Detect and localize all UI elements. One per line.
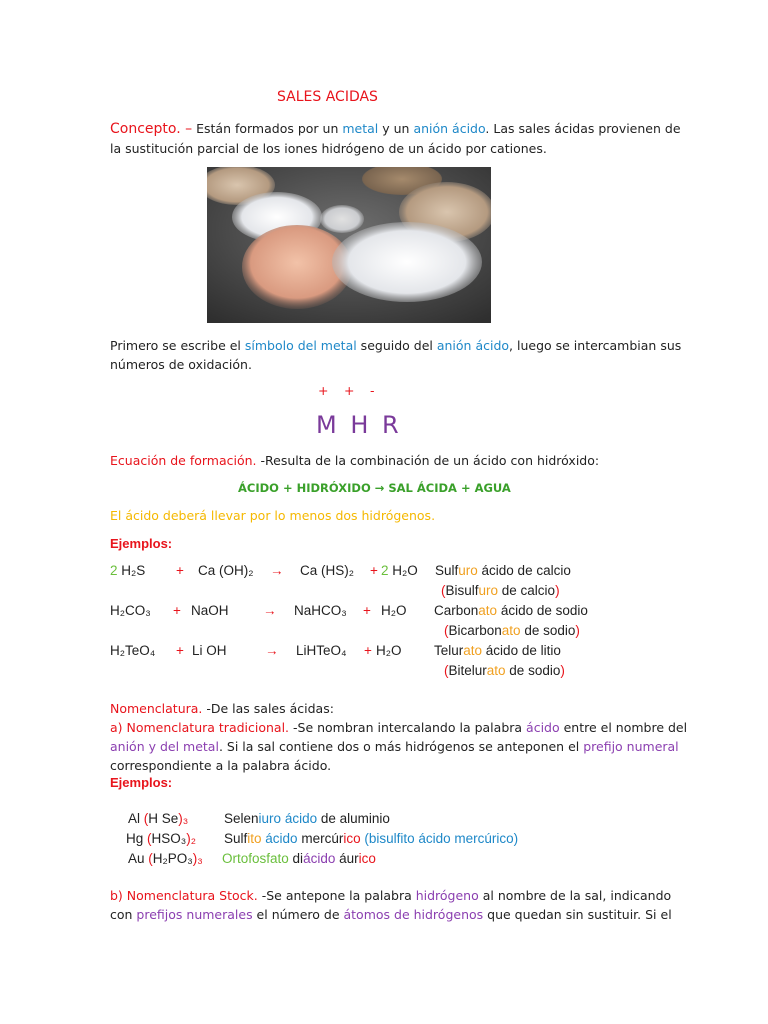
text: . Las sales ácidas provienen de xyxy=(485,121,681,136)
name-highlight: ácido xyxy=(303,851,336,866)
subscript: ₃ xyxy=(197,851,203,866)
example-row xyxy=(0,811,768,831)
primero-paragraph xyxy=(110,336,681,355)
nomenclatura-label: Nomenclatura. xyxy=(110,701,203,716)
anion: H₂PO₃ xyxy=(152,851,193,866)
text: entre el nombre del xyxy=(559,720,688,735)
coefficient: 2 xyxy=(381,563,389,578)
paren: ( xyxy=(441,583,446,598)
example-row xyxy=(0,851,768,871)
example-formula xyxy=(128,851,203,866)
text: seguido del xyxy=(356,338,437,353)
product-d: H₂O xyxy=(381,603,407,618)
text: el número de xyxy=(252,907,344,922)
text: Primero se escribe el xyxy=(110,338,245,353)
name-highlight: iuro xyxy=(258,811,282,826)
text: Bisulf xyxy=(445,583,479,598)
salts-image xyxy=(207,167,491,323)
metal: Al xyxy=(128,811,144,826)
prefijo-term: prefijo numeral xyxy=(583,739,679,754)
paren: ) xyxy=(575,623,580,638)
name-text: Sulf xyxy=(224,831,248,846)
text: Están formados por un xyxy=(192,121,343,136)
plus-sign: + xyxy=(176,643,184,658)
reaction-alt-row xyxy=(0,583,768,603)
product-d: H₂O xyxy=(376,643,402,658)
reaction-row xyxy=(0,643,768,663)
salt-alt-name xyxy=(441,583,560,598)
reactant-b: Ca (OH)₂ xyxy=(198,563,254,578)
page-title: SALES ACIDAS xyxy=(277,89,378,105)
paren: ( xyxy=(444,663,449,678)
salt-name xyxy=(434,643,561,658)
metal-term: metal xyxy=(342,121,379,136)
reactant-b: Li OH xyxy=(192,643,227,658)
text: ácido de litio xyxy=(482,643,561,658)
reactant-a: H₂CO₃ xyxy=(110,603,151,618)
name-highlight: (bisulfito ácido mercúrico) xyxy=(364,831,519,846)
metal: Hg xyxy=(126,831,148,846)
text: con xyxy=(110,907,137,922)
anion-term: anión ácido xyxy=(436,338,510,353)
atomos-term: átomos de hidrógenos xyxy=(343,907,484,922)
concepto-line2: la sustitución parcial de los iones hidrógeno de un ácido por cationes. xyxy=(110,141,547,156)
name-highlight: ico xyxy=(358,851,376,866)
tradicional-line1 xyxy=(110,718,687,737)
name-text: de aluminio xyxy=(317,811,390,826)
hidrogeno-term: hidrógeno xyxy=(415,888,479,903)
text: que quedan sin sustituir. Si el xyxy=(483,907,672,922)
text: Carbon xyxy=(434,603,479,618)
coefficient: 2 xyxy=(110,563,118,578)
acid-note: El ácido deberá llevar por lo menos dos hidrógenos. xyxy=(110,508,436,523)
text: ácido de calcio xyxy=(477,563,571,578)
text: Sulf xyxy=(435,563,459,578)
reactant-a xyxy=(110,563,145,578)
example-name xyxy=(222,851,376,866)
paren: ) xyxy=(186,831,191,846)
text: -Se antepone la palabra xyxy=(257,888,416,903)
product-c: LiHTeO₄ xyxy=(296,643,347,658)
plus-sign: + xyxy=(173,603,181,618)
salts-photo xyxy=(207,167,491,323)
arrow: → xyxy=(265,643,279,658)
metal: Au xyxy=(128,851,149,866)
name-highlight: ico xyxy=(343,831,361,846)
ecuacion-paragraph xyxy=(110,451,599,470)
text: Bitelur xyxy=(448,663,487,678)
name-text: mercúr xyxy=(297,831,344,846)
reactant-a: H₂TeO₄ xyxy=(110,643,156,658)
ejemplos-heading: Ejemplos: xyxy=(110,536,173,551)
paren: ) xyxy=(178,811,183,826)
stock-line1 xyxy=(110,886,671,905)
text: Telur xyxy=(434,643,464,658)
suffix: uro xyxy=(478,583,499,598)
primero-line2: números de oxidación. xyxy=(110,357,252,372)
example-formula xyxy=(128,811,188,826)
suffix: ato xyxy=(486,663,506,678)
anion-term: anión ácido xyxy=(413,121,486,136)
concepto-label: Concepto. – xyxy=(110,121,193,137)
text: -Se nombran intercalando la palabra xyxy=(289,720,527,735)
simbolo-term: símbolo del metal xyxy=(244,338,357,353)
example-row xyxy=(0,831,768,851)
formula: H₂O xyxy=(388,563,418,578)
plus-sign: + xyxy=(363,603,371,618)
sign-plus-1: + xyxy=(318,383,329,398)
reaction-row xyxy=(0,563,768,583)
salt-name xyxy=(435,563,571,578)
text: , luego se intercambian sus xyxy=(509,338,682,353)
tradicional-line3: correspondiente a la palabra ácido. xyxy=(110,758,332,773)
example-formula xyxy=(126,831,196,846)
sign-minus: - xyxy=(370,383,375,398)
paren: ( xyxy=(143,811,149,826)
nomenclatura-paragraph xyxy=(110,699,334,718)
salt-alt-name xyxy=(444,623,580,638)
product-c: Ca (HS)₂ xyxy=(300,563,354,578)
example-name xyxy=(224,811,390,826)
product-d xyxy=(381,563,418,578)
plus-sign: + xyxy=(176,563,184,578)
mhr-label: M H R xyxy=(316,411,402,439)
reaction-alt-row xyxy=(0,663,768,683)
suffix: ato xyxy=(463,643,483,658)
name-highlight: ácido xyxy=(284,811,318,826)
text: de calcio xyxy=(498,583,556,598)
stock-label: b) Nomenclatura Stock. xyxy=(110,888,258,903)
name-highlight: Ortofosfato xyxy=(222,851,289,866)
formation-formula: ÁCIDO + HIDRÓXIDO → SAL ÁCIDA + AGUA xyxy=(238,481,511,495)
arrow: → xyxy=(270,563,284,578)
reaction-row xyxy=(0,603,768,623)
text: -De las sales ácidas: xyxy=(202,701,334,716)
suffix: ato xyxy=(478,603,498,618)
subscript: ₂ xyxy=(190,831,197,846)
ejemplos-heading-2: Ejemplos: xyxy=(110,775,173,790)
anion-metal-term: anión y del metal xyxy=(110,739,219,754)
ecuacion-label: Ecuación de formación. xyxy=(110,453,257,468)
example-name xyxy=(224,831,518,846)
anion: HSO₃ xyxy=(151,831,187,846)
text: Bicarbon xyxy=(448,623,502,638)
plus-sign: + xyxy=(364,643,372,658)
concepto-paragraph xyxy=(110,119,681,139)
paren: ) xyxy=(555,583,560,598)
sign-plus-2: + xyxy=(344,383,355,398)
text: al nombre de la sal, indicando xyxy=(478,888,672,903)
text: de sodio xyxy=(520,623,576,638)
text: de sodio xyxy=(505,663,561,678)
reaction-alt-row xyxy=(0,623,768,643)
salt-name xyxy=(434,603,588,618)
subscript: ₃ xyxy=(182,811,189,826)
anion: H Se xyxy=(148,811,179,826)
product-c: NaHCO₃ xyxy=(294,603,347,618)
arrow: → xyxy=(263,603,277,618)
paren: ( xyxy=(147,831,152,846)
text: -Resulta de la combinación de un ácido con hidróxido: xyxy=(256,453,600,468)
acido-term: ácido xyxy=(526,720,560,735)
text: . Si la sal contiene dos o más hidrógenos se anteponen el xyxy=(218,739,584,754)
name-text: áur xyxy=(335,851,359,866)
paren: ) xyxy=(192,851,198,866)
text: ácido de sodio xyxy=(497,603,588,618)
suffix: ato xyxy=(501,623,521,638)
paren: ( xyxy=(444,623,449,638)
name-text: Selen xyxy=(224,811,259,826)
salt-alt-name xyxy=(444,663,565,678)
reactant-b: NaOH xyxy=(191,603,229,618)
name-highlight: ito xyxy=(247,831,262,846)
suffix: uro xyxy=(458,563,478,578)
paren: ( xyxy=(148,851,153,866)
stock-line2 xyxy=(110,905,672,924)
text: y un xyxy=(378,121,414,136)
prefijos-term: prefijos numerales xyxy=(136,907,253,922)
name-highlight: ácido xyxy=(265,831,298,846)
name-text: di xyxy=(288,851,304,866)
tradicional-label: a) Nomenclatura tradicional. xyxy=(110,720,290,735)
plus-sign: + xyxy=(370,563,378,578)
tradicional-line2 xyxy=(110,737,679,756)
paren: ) xyxy=(560,663,565,678)
formula: H₂S xyxy=(117,563,146,578)
